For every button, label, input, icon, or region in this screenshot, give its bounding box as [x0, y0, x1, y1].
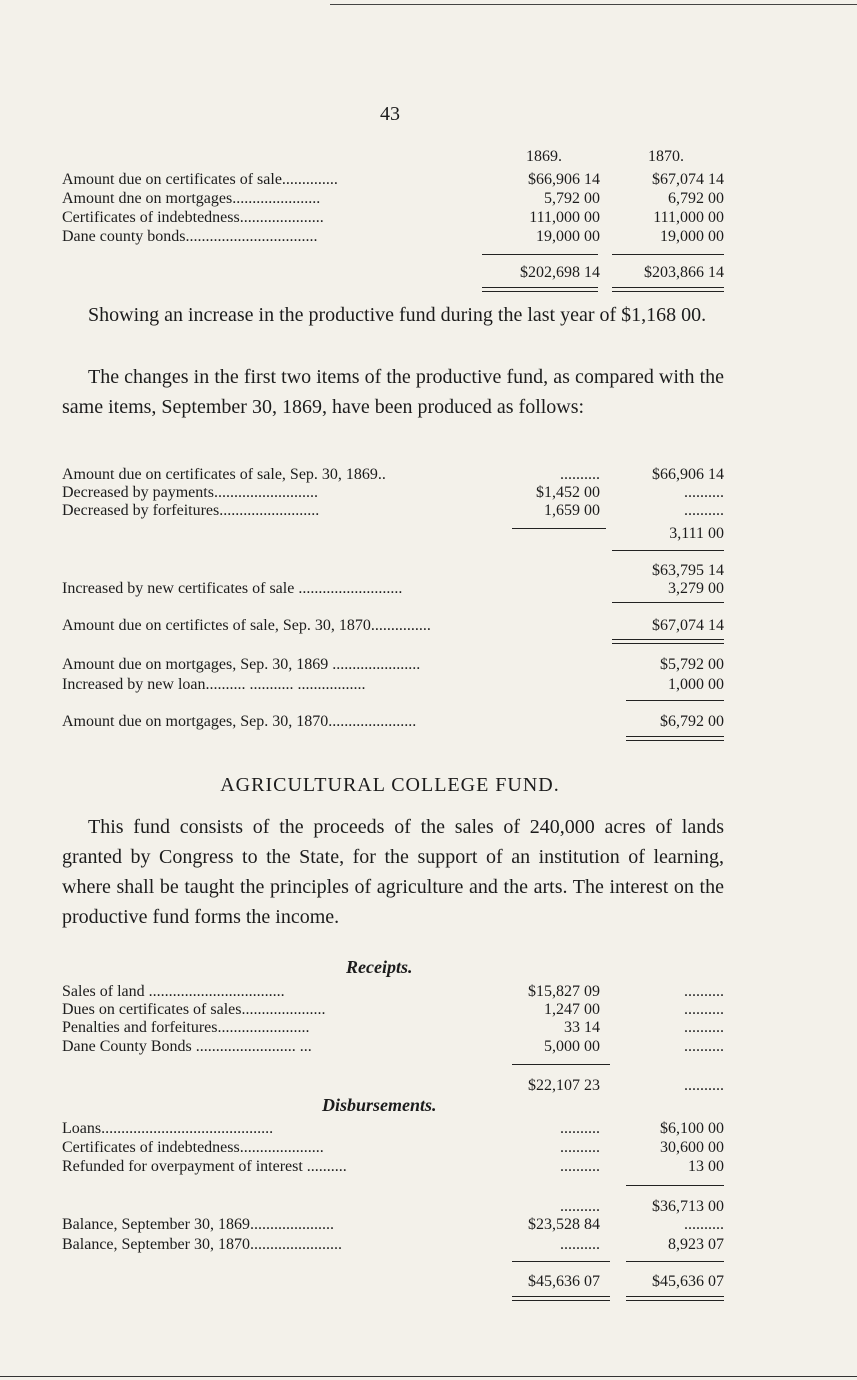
table-row: Dane county bonds................................. 19,000 00 19,000 00 [62, 228, 724, 245]
table-row: Penalties and forfeitures....................... 33 14 .......... [62, 1019, 724, 1036]
table-row: Refunded for overpayment of interest .......... .......... 13 00 [62, 1158, 724, 1175]
table-row: 3,111 00 [669, 525, 724, 542]
top-edge-line [330, 4, 857, 5]
double-rule [612, 639, 724, 644]
double-rule [612, 287, 724, 292]
table-row: $63,795 14 [652, 562, 724, 579]
table-row: Dues on certificates of sales..................... 1,247 00 .......... [62, 1001, 724, 1018]
table-row: Decreased by forfeitures......................... 1,659 00 .......... [62, 502, 724, 519]
section-heading: AGRICULTURAL COLLEGE FUND. [220, 774, 560, 796]
sum-rule [512, 1261, 610, 1262]
table-row: Certificates of indebtedness..................... 111,000 00 111,000 00 [62, 209, 724, 226]
sum-rule [626, 1261, 724, 1262]
table-row: Loans........................................... .......... $6,100 00 [62, 1120, 724, 1137]
table-row: Sales of land .................................. $15,827 09 .......... [62, 983, 724, 1000]
totals-row: $45,636 07 $45,636 07 [528, 1273, 724, 1290]
paragraph: Showing an increase in the productive fund during the last year of $1,168 00. [88, 304, 707, 326]
double-rule [482, 287, 598, 292]
totals-row: $202,698 14 $203,866 14 [520, 264, 724, 281]
sum-rule [626, 1185, 724, 1186]
column-header-1869: 1869. [526, 148, 562, 165]
table-row: Balance, September 30, 1870....................... .......... 8,923 07 [62, 1236, 724, 1253]
sum-rule [612, 602, 724, 603]
sum-rule [626, 700, 724, 701]
table-row: Increased by new loan.......... ........... ................. 1,000 00 [62, 676, 724, 693]
sum-rule [612, 254, 724, 255]
sum-rule [612, 550, 724, 551]
totals-row: .......... $36,713 00 [560, 1198, 724, 1215]
bottom-edge-line [0, 1376, 857, 1377]
table-row: Amount due on certificates of sale, Sep. 30, 1869.. .......... $66,906 14 [62, 466, 724, 483]
table-row: Dane County Bonds ......................... ... 5,000 00 .......... [62, 1038, 724, 1055]
table-row: Increased by new certificates of sale .......................... 3,279 00 [62, 580, 724, 597]
sum-rule [512, 1064, 610, 1065]
column-header-1870: 1870. [648, 148, 684, 165]
disbursements-heading: Disbursements. [322, 1095, 437, 1115]
table-row: Amount due on certifictes of sale, Sep. 30, 1870............... $67,074 14 [62, 617, 724, 634]
double-rule [626, 1296, 724, 1301]
totals-row: $22,107 23 .......... [528, 1077, 724, 1094]
table-row: Amount dne on mortgages...................... 5,792 00 6,792 00 [62, 190, 724, 207]
page-number: 43 [380, 103, 400, 125]
table-row: Amount due on mortgages, Sep. 30, 1869 ...................... $5,792 00 [62, 656, 724, 673]
table-row: Balance, September 30, 1869..................... $23,528 84 .......... [62, 1216, 724, 1233]
paragraph: The changes in the first two items of the productive fund, as compared with the same items, September 30, 1869, have been produced as follows: [62, 366, 724, 418]
table-row: Decreased by payments.......................... $1,452 00 .......... [62, 484, 724, 501]
table-row: Certificates of indebtedness..................... .......... 30,600 00 [62, 1139, 724, 1156]
receipts-heading: Receipts. [346, 957, 413, 977]
double-rule [626, 736, 724, 741]
double-rule [512, 1296, 610, 1301]
table-row: Amount due on mortgages, Sep. 30, 1870...................... $6,792 00 [62, 713, 724, 730]
table-row: Amount due on certificates of sale.............. $66,906 14 $67,074 14 [62, 171, 724, 188]
paragraph: This fund consists of the proceeds of the sales of 240,000 acres of lands granted by Congress to the State, for the support of an institution of learning, where shall be taught the principles of agriculture and the arts. The interest on the productive fund forms the income. [62, 816, 724, 928]
sum-rule [482, 254, 598, 255]
